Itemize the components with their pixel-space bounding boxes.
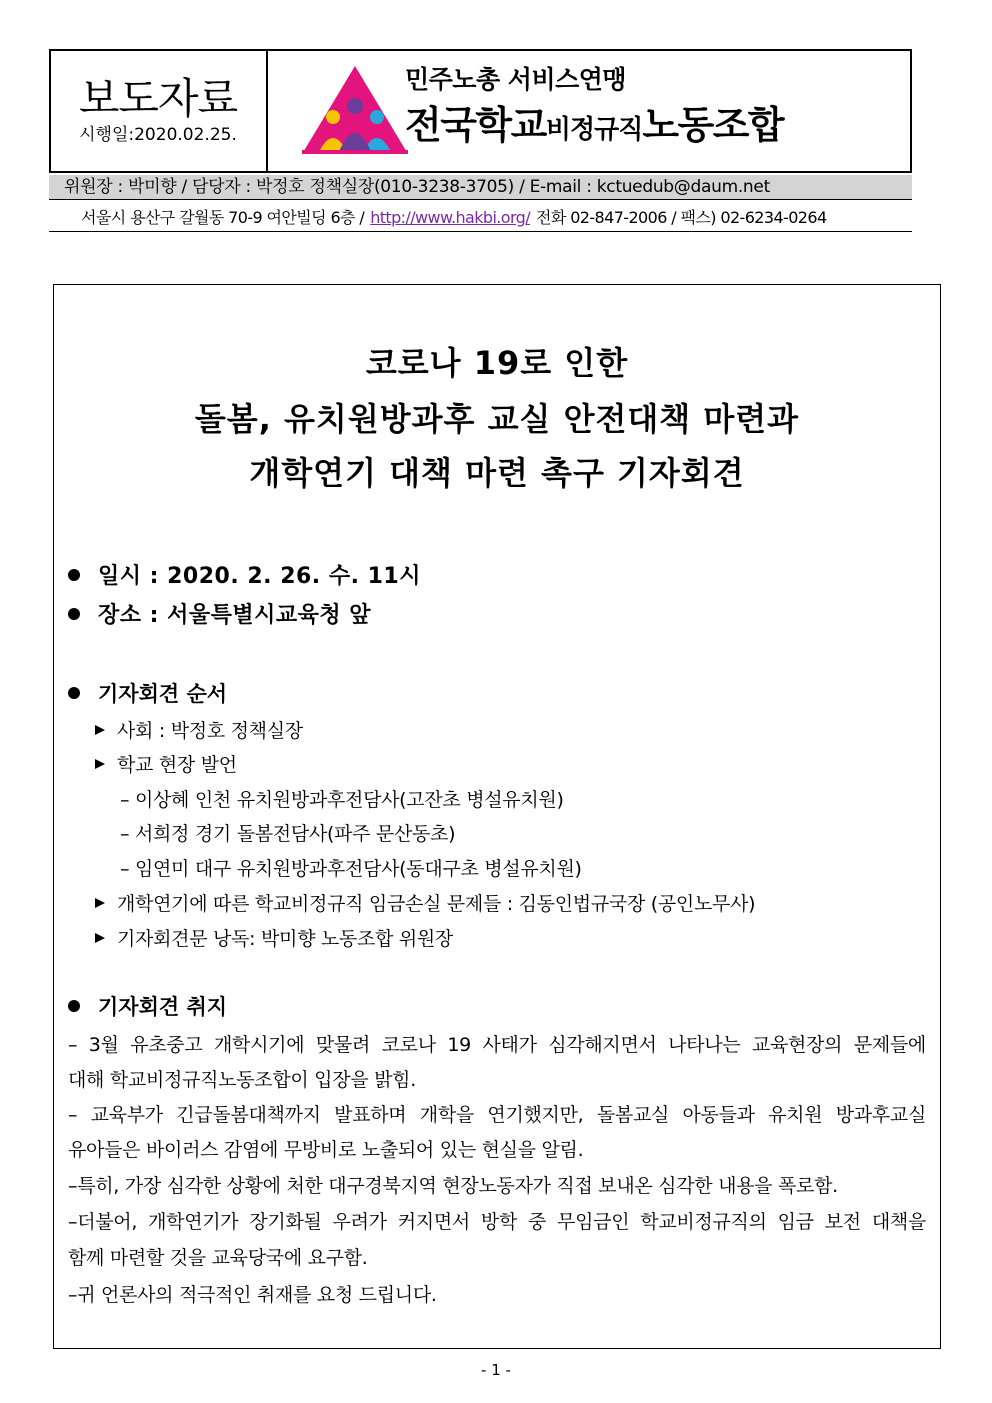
- order-item-host: [95, 717, 303, 745]
- purpose-heading-text: 기자회견 취지: [98, 995, 228, 1019]
- event-datetime: [68, 562, 421, 592]
- purpose-line: – 교육부가 긴급돌봄대책까지 발표하며 개학을 연기했지만, 돌봄교실 아동들과 유치원 방과후교실: [68, 1104, 926, 1126]
- title-line-1: 코로나 19로 인한: [365, 344, 629, 382]
- order-heading: [68, 679, 227, 709]
- order-item-wage-issue: [95, 890, 755, 918]
- federation-name: 민주노총 서비스연맹: [405, 65, 627, 94]
- union-name: [405, 100, 783, 155]
- purpose-line: 함께 마련할 것을 교육당국에 요구함.: [68, 1247, 368, 1269]
- header-divider: [266, 49, 268, 173]
- bullet-icon: [68, 1000, 80, 1012]
- speaker-item: – 임연미 대구 유치원방과후전담사(동대구초 병설유치원): [120, 858, 582, 880]
- address: 서울시 용산구 갈월동 70-9 여안빌딩 6층 /: [81, 208, 365, 227]
- page-number: - 1 -: [481, 1361, 511, 1379]
- union-name-right: 노동조합: [642, 103, 784, 147]
- title-line-2: 돌봄, 유치원방과후 교실 안전대책 마련과: [194, 400, 800, 438]
- pointer-icon: [95, 725, 105, 735]
- pointer-icon: [95, 759, 105, 769]
- order-item-text: 학교 현장 발언: [117, 754, 237, 776]
- address-row: [49, 203, 912, 232]
- press-release-label: 보도자료: [78, 74, 238, 123]
- website-link[interactable]: http://www.hakbi.org/: [370, 208, 531, 227]
- title-line-3: 개학연기 대책 마련 촉구 기자회견: [249, 454, 745, 492]
- bullet-icon: [68, 687, 80, 699]
- release-date: 시행일:2020.02.25.: [79, 125, 237, 145]
- order-item-text: 사회 : 박정호 정책실장: [117, 720, 303, 742]
- union-name-middle: 비정규직: [545, 115, 643, 145]
- order-item-school-speech: [95, 751, 237, 779]
- purpose-line: –더불어, 개학연기가 장기화될 우려가 커지면서 방학 중 무임금인 학교비정규직의 임금 보전 대책을: [68, 1211, 926, 1233]
- speaker-item: – 서희정 경기 돌봄전담사(파주 문산동초): [120, 823, 456, 845]
- logo-head-left: [326, 110, 340, 124]
- union-name-left: 전국학교: [405, 103, 546, 147]
- event-place-text: 장소 : 서울특별시교육청 앞: [98, 603, 372, 628]
- order-item-statement: [95, 925, 453, 953]
- purpose-line: 유아들은 바이러스 감염에 무방비로 노출되어 있는 현실을 알림.: [68, 1139, 584, 1161]
- union-logo: [300, 62, 410, 158]
- pointer-icon: [95, 898, 105, 908]
- event-place: [68, 601, 371, 631]
- purpose-line: 대해 학교비정규직노동조합이 입장을 밝힘.: [68, 1069, 416, 1091]
- order-heading-text: 기자회견 순서: [98, 682, 228, 706]
- logo-head-center: [347, 98, 363, 114]
- purpose-heading: [68, 992, 227, 1022]
- phone-fax: 전화 02-847-2006 / 팩스) 02-6234-0264: [536, 208, 827, 227]
- pointer-icon: [95, 933, 105, 943]
- bullet-icon: [68, 608, 80, 620]
- bullet-icon: [68, 569, 80, 581]
- logo-base: [302, 150, 408, 154]
- logo-head-right: [370, 110, 384, 124]
- speaker-item: – 이상혜 인천 유치원방과후전담사(고잔초 병설유치원): [120, 789, 564, 811]
- contact-bar: 위원장 : 박미향 / 담당자 : 박정호 정책실장(010-3238-3705) / E-mail : kctuedub@daum.net: [49, 175, 912, 200]
- order-item-text: 개학연기에 따른 학교비정규직 임금손실 문제들 : 김동인법규국장 (공인노무사): [117, 893, 756, 915]
- purpose-line: –귀 언론사의 적극적인 취재를 요청 드립니다.: [68, 1284, 437, 1306]
- purpose-line: – 3월 유초중고 개학시기에 맞물려 코로나 19 사태가 심각해지면서 나타나는 교육현장의 문제들에: [68, 1034, 926, 1056]
- order-item-text: 기자회견문 낭독: 박미향 노동조합 위원장: [117, 928, 453, 950]
- purpose-line: –특히, 가장 심각한 상황에 처한 대구경북지역 현장노동자가 직접 보내온 심각한 내용을 폭로함.: [68, 1175, 838, 1197]
- event-datetime-text: 일시 : 2020. 2. 26. 수. 11시: [98, 564, 421, 589]
